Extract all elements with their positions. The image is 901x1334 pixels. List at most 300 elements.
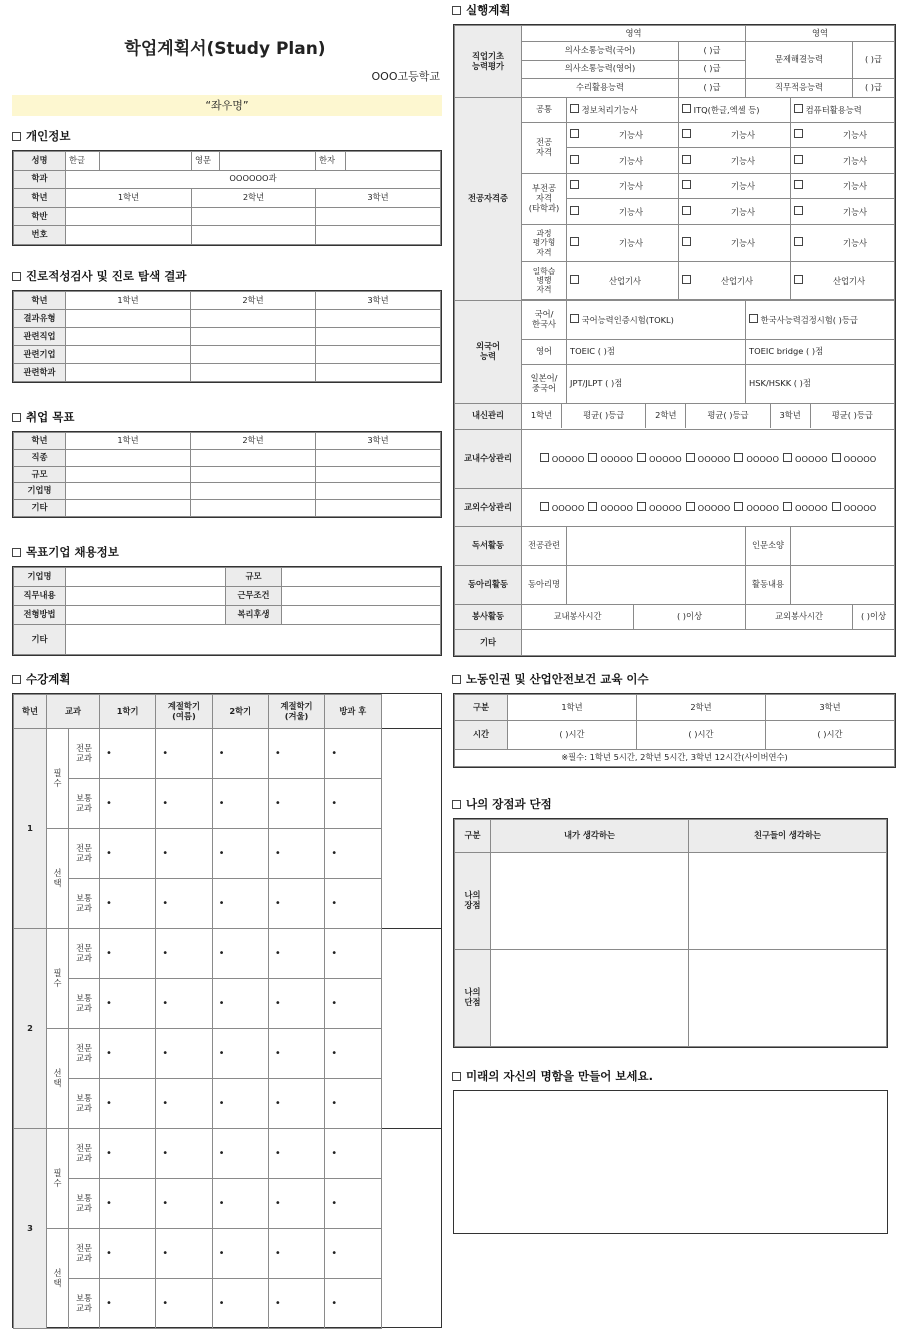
checkbox-icon [452,1072,461,1081]
aptitude-table [12,290,442,383]
course-entry[interactable]: • [156,1079,212,1129]
course-entry[interactable]: • [268,729,324,779]
course-entry[interactable]: • [325,929,381,979]
input-cell[interactable] [791,527,895,566]
grade-2: 2학년 [637,695,766,721]
col-header: 계절학기 (겨울) [268,695,324,729]
business-card-box[interactable] [453,1090,888,1234]
input-cell[interactable] [191,483,316,500]
checkbox-icon[interactable] [588,502,597,511]
course-entry[interactable]: • [156,1279,212,1329]
label-cert: 전공자격증 [455,98,522,301]
labor-table [453,693,896,768]
checkbox-icon[interactable] [832,453,841,462]
award-label: OOOOO [600,502,634,513]
checkbox-icon[interactable] [734,502,743,511]
checkbox-icon[interactable] [570,129,579,138]
input-cell[interactable] [567,527,746,566]
cert-label: 기능사 [731,238,756,249]
course-entry[interactable]: • [100,879,156,929]
award-option[interactable] [734,503,779,513]
cert-option[interactable] [679,98,791,122]
course-entry[interactable]: • [212,829,268,879]
section-aptitude [12,268,186,284]
grade-avg[interactable]: 평균( )등급 [562,404,646,428]
toeic-score[interactable]: TOEIC ( )점 [567,339,746,364]
cert-option[interactable] [791,199,895,224]
grade-avg[interactable]: 평균( )등급 [831,410,873,421]
input-cell[interactable] [66,625,441,655]
input-hanja-name[interactable] [346,152,441,171]
label-cat: 구분 [455,695,508,721]
required-label: 필 수 [47,1129,69,1229]
input-cell[interactable] [791,566,895,605]
input-cell[interactable] [282,568,441,587]
input-english-name[interactable] [220,152,316,171]
award-option[interactable] [637,454,682,464]
checkbox-icon[interactable] [794,275,803,284]
section-title: 진로적성검사 및 진로 탐색 결과 [26,269,187,283]
grade-avg[interactable]: 평균( )등급 [686,404,770,428]
course-entry[interactable]: • [212,779,268,829]
award-option[interactable] [686,454,731,464]
dept-value[interactable]: OOOOOO과 [66,170,441,189]
course-entry[interactable]: • [100,1079,156,1129]
course-entry[interactable]: • [100,1129,156,1179]
checkbox-icon[interactable] [570,275,579,284]
cert-option[interactable] [791,262,895,300]
input-cell[interactable] [192,207,316,226]
award-option[interactable] [734,454,779,464]
checkbox-icon[interactable] [570,237,579,246]
course-table [12,693,442,1328]
input-cell[interactable] [316,449,441,466]
input-cell[interactable] [316,226,441,245]
vol-in-hours[interactable]: ( )이상 [634,604,746,629]
input-cell[interactable] [66,364,191,382]
checkbox-icon[interactable] [794,104,803,113]
cert-option[interactable] [679,122,791,147]
general-subject-label: 보통 교과 [69,1279,100,1329]
cert-label: 기능사 [731,130,756,141]
checkbox-icon[interactable] [783,453,792,462]
cert-option[interactable] [791,98,895,122]
cert-label: ITQ(한글,엑셀 등) [693,105,760,116]
section-title: 수강계획 [26,672,71,686]
label-cat: 구분 [455,820,491,853]
award-label: OOOOO [551,453,585,464]
cert-option[interactable] [567,262,679,300]
row-label: 관련기업 [14,346,66,364]
cert-label: 기능사 [731,181,756,192]
award-option[interactable] [783,454,828,464]
cert-option[interactable] [791,148,895,173]
hours-input[interactable]: ( )시간 [637,721,766,750]
checkbox-icon[interactable] [734,453,743,462]
hours-input[interactable]: ( )시간 [508,721,637,750]
label-award-out: 교외수상관리 [455,488,522,527]
checkbox-icon[interactable] [832,502,841,511]
course-entry[interactable]: • [268,1079,324,1129]
col-header: 방과 후 [325,695,381,729]
year-label: 1 [14,729,47,929]
input-cell[interactable] [316,483,441,500]
checkbox-icon[interactable] [570,104,579,113]
label-english: 영어 [522,339,567,364]
year-label: 2 [14,929,47,1129]
vol-out-hours[interactable]: ( )이상 [853,604,895,629]
cert-option[interactable] [567,224,679,262]
input-korean-name[interactable] [100,152,192,171]
award-option[interactable] [540,503,585,513]
course-entry[interactable]: • [100,729,156,779]
general-subject-label: 보통 교과 [69,1079,100,1129]
course-entry[interactable]: • [268,929,324,979]
cert-label: 기능사 [731,206,756,217]
label-friends: 친구들이 생각하는 [689,820,887,853]
input-cell[interactable] [191,328,316,346]
cert-label: 기능사 [619,130,644,141]
course-entry[interactable]: • [212,1229,268,1279]
award-option[interactable] [832,503,877,513]
cert-option[interactable] [679,173,791,198]
section-title: 노동인권 및 산업안전보건 교육 이수 [466,672,649,686]
motto-text: “좌우명” [205,99,249,112]
exec-table [453,24,896,657]
course-entry[interactable]: • [156,779,212,829]
course-entry[interactable]: • [156,1179,212,1229]
input-cell[interactable] [191,364,316,382]
course-entry[interactable]: • [325,729,381,779]
course-entry[interactable]: • [156,729,212,779]
course-entry[interactable]: • [325,1029,381,1079]
course-entry[interactable]: • [325,829,381,879]
elective-label: 선 택 [47,1229,69,1329]
label-pros: 나의 장점 [455,853,491,950]
award-label: OOOOO [551,502,585,513]
course-entry[interactable]: • [156,929,212,979]
cert-option[interactable] [679,148,791,173]
course-entry[interactable]: • [156,979,212,1029]
course-entry[interactable]: • [325,979,381,1029]
label-dual-cert: 일학습 병행 자격 [522,262,567,300]
cert-option[interactable] [567,173,679,198]
input-cell[interactable] [316,466,441,483]
course-entry[interactable]: • [212,1079,268,1129]
lang-label: 한국사능력검정시험( )등급 [760,315,858,326]
award-option[interactable] [783,503,828,513]
label-comm-kr: 의사소통능력(국어) [522,42,679,60]
course-entry[interactable]: • [100,979,156,1029]
course-entry[interactable]: • [156,1029,212,1079]
award-option[interactable] [588,454,633,464]
row-label: 결과유형 [14,310,66,328]
row-label: 관련학과 [14,364,66,382]
label-grade: 학년 [14,433,66,450]
course-entry[interactable]: • [212,1129,268,1179]
grade-2: 2학년 [191,433,316,450]
award-in-list [522,429,895,488]
award-label: OOOOO [746,453,779,464]
checkbox-icon[interactable] [686,453,695,462]
input-cell[interactable] [192,226,316,245]
cert-option[interactable] [791,224,895,262]
label-company: 기업명 [14,568,66,587]
course-entry[interactable]: • [100,1029,156,1079]
input-cell[interactable] [66,449,191,466]
lang-option[interactable] [746,301,895,340]
checkbox-icon[interactable] [540,453,549,462]
row-label: 규모 [14,466,66,483]
row-label: 기타 [14,500,66,517]
input-cell[interactable] [316,364,441,382]
section-card [452,1068,653,1084]
input-cell[interactable] [191,466,316,483]
grade-3: 3학년 [316,189,441,208]
input-cell[interactable] [522,630,895,656]
checkbox-icon[interactable] [682,237,691,246]
course-entry[interactable]: • [212,729,268,779]
label-job: 직무내용 [14,587,66,606]
award-option[interactable] [588,503,633,513]
course-entry[interactable]: • [268,979,324,1029]
input-cell[interactable] [66,483,191,500]
hours-input[interactable]: ( )시간 [766,721,895,750]
label-jpcn: 일본어/ 중국어 [522,365,567,404]
input-cell[interactable] [567,566,746,605]
checkbox-icon [12,132,21,141]
lang-option[interactable] [567,301,746,340]
label-cons: 나의 단점 [455,950,491,1047]
course-entry[interactable]: • [268,1279,324,1329]
award-option[interactable] [832,454,877,464]
course-entry[interactable]: • [325,1179,381,1229]
cert-option[interactable] [567,98,679,122]
input-cell[interactable] [689,950,887,1047]
course-entry[interactable]: • [156,829,212,879]
label-lang: 외국어 능력 [455,301,522,404]
jpt-score[interactable]: JPT/JLPT ( )점 [567,365,746,404]
checkbox-icon[interactable] [682,275,691,284]
award-label: OOOOO [600,453,634,464]
award-option[interactable] [637,503,682,513]
checkbox-icon[interactable] [794,129,803,138]
cert-option[interactable] [679,199,791,224]
cert-label: 기능사 [843,130,868,141]
course-entry[interactable]: • [156,879,212,929]
required-label: 필 수 [47,929,69,1029]
cert-label: 기능사 [843,181,868,192]
course-entry[interactable]: • [156,1129,212,1179]
checkbox-icon[interactable] [570,155,579,164]
input-cell[interactable] [191,310,316,328]
course-entry[interactable]: • [212,929,268,979]
course-entry[interactable]: • [100,929,156,979]
checkbox-icon[interactable] [794,237,803,246]
input-cell[interactable] [66,346,191,364]
lang-label: 국어능력인증시험(TOKL) [581,315,674,326]
label-english: 영문 [192,152,220,171]
cert-label: 정보처리기능사 [581,105,638,116]
course-entry[interactable]: • [100,1229,156,1279]
cert-option[interactable] [567,199,679,224]
grade-3: 3학년 [316,433,441,450]
input-cell[interactable] [316,500,441,517]
checkbox-icon[interactable] [682,104,691,113]
grade-blank[interactable]: ( )급 [853,42,895,79]
cert-option[interactable] [791,122,895,147]
course-entry[interactable]: • [325,1079,381,1129]
major-subject-label: 전문 교과 [69,829,100,879]
award-label: OOOOO [843,453,877,464]
award-option[interactable] [686,503,731,513]
section-course [12,671,70,687]
employ-table [12,431,442,518]
input-cell[interactable] [66,587,226,606]
label-award-in: 교내수상관리 [455,429,522,488]
cert-label: 기능사 [843,206,868,217]
label-volunteer: 봉사활동 [455,604,522,629]
checkbox-icon[interactable] [783,502,792,511]
input-cell[interactable] [191,346,316,364]
input-cell[interactable] [282,587,441,606]
input-cell[interactable] [191,500,316,517]
section-exec [452,2,510,18]
input-cell[interactable] [66,226,192,245]
course-entry[interactable]: • [100,1279,156,1329]
checkbox-icon[interactable] [682,129,691,138]
input-cell[interactable] [66,500,191,517]
course-entry[interactable]: • [100,779,156,829]
checkbox-icon[interactable] [682,206,691,215]
input-cell[interactable] [66,466,191,483]
checkbox-icon[interactable] [637,502,646,511]
input-cell[interactable] [66,310,191,328]
course-entry[interactable]: • [212,1029,268,1079]
checkbox-icon[interactable] [794,206,803,215]
course-entry[interactable]: • [212,1179,268,1229]
strength-table [453,818,888,1048]
input-cell[interactable] [316,207,441,226]
elective-label: 선 택 [47,829,69,929]
course-entry[interactable]: • [325,1279,381,1329]
school-name: OOO고등학교 [371,70,440,83]
hsk-score[interactable]: HSK/HSKK ( )점 [746,365,895,404]
award-label: OOOOO [649,502,682,513]
input-cell[interactable] [491,853,689,950]
checkbox-icon[interactable] [749,314,758,323]
course-entry[interactable]: • [268,1029,324,1079]
input-cell[interactable] [689,853,887,950]
input-cell[interactable] [66,207,192,226]
course-entry[interactable]: • [212,979,268,1029]
cert-option[interactable] [679,262,791,300]
label-etc: 기타 [455,630,522,656]
checkbox-icon[interactable] [588,453,597,462]
award-label: OOOOO [746,502,779,513]
label-sub-cert: 부전공 자격 (타학과) [522,173,567,224]
cert-option[interactable] [567,122,679,147]
label-mine: 내가 생각하는 [491,820,689,853]
cert-label: 컴퓨터활용능력 [805,105,862,116]
checkbox-icon[interactable] [794,155,803,164]
cert-option[interactable] [679,224,791,262]
label-club-name: 동아리명 [522,566,567,605]
course-entry[interactable]: • [325,879,381,929]
course-entry[interactable]: • [268,1129,324,1179]
checkbox-icon[interactable] [682,180,691,189]
input-cell[interactable] [66,568,226,587]
label-read-major: 전공관련 [522,527,567,566]
course-entry[interactable]: • [325,1129,381,1179]
grade-blank[interactable]: ( )급 [679,78,746,97]
label-etc: 기타 [14,625,66,655]
cert-label: 기능사 [619,206,644,217]
year-label: 3 [14,1129,47,1329]
checkbox-icon[interactable] [794,180,803,189]
course-entry[interactable]: • [100,829,156,879]
course-entry[interactable]: • [325,779,381,829]
grade-2: 2학년 [191,292,316,310]
page-title: 학업계획서(Study Plan) [124,39,326,59]
checkbox-icon[interactable] [570,180,579,189]
label-read-hum: 인문소양 [746,527,791,566]
label-class: 학반 [14,207,66,226]
course-entry[interactable]: • [212,1279,268,1329]
course-entry[interactable]: • [156,1229,212,1279]
checkbox-icon[interactable] [686,502,695,511]
course-entry[interactable]: • [100,1179,156,1229]
cert-option[interactable] [791,173,895,198]
grade-blank[interactable]: ( )급 [679,42,746,60]
input-cell[interactable] [66,606,226,625]
checkbox-icon[interactable] [682,155,691,164]
input-cell[interactable] [316,346,441,364]
input-cell[interactable] [282,606,441,625]
label-job-fit: 직무적응능력 [746,78,853,97]
general-subject-label: 보통 교과 [69,879,100,929]
cert-label: 산업기사 [721,275,754,286]
course-entry[interactable]: • [268,1229,324,1279]
grade-blank[interactable]: ( )급 [679,60,746,78]
input-cell[interactable] [316,328,441,346]
cert-option[interactable] [567,148,679,173]
grade-3: 3학년 [316,292,441,310]
input-cell[interactable] [66,328,191,346]
course-entry[interactable]: • [325,1229,381,1279]
course-entry[interactable]: • [268,779,324,829]
input-cell[interactable] [191,449,316,466]
checkbox-icon[interactable] [637,453,646,462]
grade-blank[interactable]: ( )급 [853,78,895,97]
input-cell[interactable] [491,950,689,1047]
toeic-bridge-score[interactable]: TOEIC bridge ( )점 [746,339,895,364]
input-cell[interactable] [316,310,441,328]
col-header: 1학기 [100,695,156,729]
award-option[interactable] [540,454,585,464]
course-entry[interactable]: • [268,1179,324,1229]
checkbox-icon[interactable] [570,206,579,215]
label-grade: 학년 [14,292,66,310]
course-entry[interactable]: • [268,879,324,929]
grade-3: 3학년 [766,695,895,721]
checkbox-icon [12,272,21,281]
course-entry[interactable]: • [268,829,324,879]
course-entry[interactable]: • [212,879,268,929]
checkbox-icon[interactable] [570,314,579,323]
checkbox-icon[interactable] [540,502,549,511]
label-number: 번호 [14,226,66,245]
